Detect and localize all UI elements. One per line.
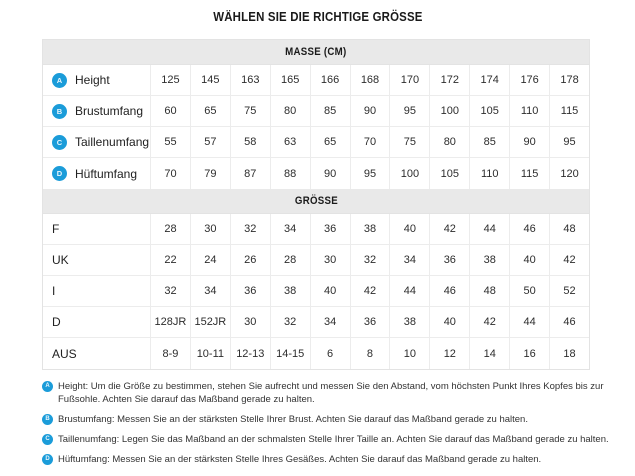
- value-cell: 38: [350, 214, 390, 244]
- row-label: AUS: [52, 346, 77, 361]
- value-cell: 12-13: [230, 338, 270, 369]
- value-cell: 166: [310, 65, 350, 95]
- table-row: [43, 307, 589, 338]
- value-cell: 10-11: [190, 338, 230, 369]
- value-cell: 8: [350, 338, 390, 369]
- measurements-section-header-text: MASSE (CM): [285, 46, 347, 58]
- value-cell: 38: [270, 276, 310, 306]
- value-cell: 57: [190, 127, 230, 157]
- row-label: Taillenumfang: [75, 135, 150, 149]
- value-cell: 28: [270, 245, 310, 275]
- footnotes: [42, 380, 621, 466]
- value-cell: 95: [549, 127, 589, 157]
- value-cell: 34: [190, 276, 230, 306]
- value-cell: 26: [230, 245, 270, 275]
- value-cell: 18: [549, 338, 589, 369]
- value-cell: 10: [389, 338, 429, 369]
- row-label: Brustumfang: [75, 104, 144, 118]
- value-cell: 80: [270, 96, 310, 126]
- value-cell: 44: [389, 276, 429, 306]
- value-cell: 52: [549, 276, 589, 306]
- value-cell: 40: [310, 276, 350, 306]
- value-cell: 58: [230, 127, 270, 157]
- value-cell: 63: [270, 127, 310, 157]
- value-cell: 90: [310, 158, 350, 189]
- row-label-cell: [43, 158, 150, 189]
- measurement-badge-icon: B: [52, 104, 67, 119]
- value-cell: 115: [509, 158, 549, 189]
- value-cell: 90: [350, 96, 390, 126]
- row-label-cell: [43, 276, 150, 306]
- footnote-badge-icon: D: [42, 454, 53, 465]
- row-label: Hüftumfang: [75, 166, 138, 181]
- table-row: [43, 245, 589, 276]
- value-cell: 30: [190, 214, 230, 244]
- value-cell: 46: [549, 307, 589, 337]
- value-cell: 38: [469, 245, 509, 275]
- footnote-text: Brustumfang: Messen Sie an der stärksten Stelle Ihrer Brust. Achten Sie darauf das Maßband gerade zu halten.: [58, 414, 528, 425]
- footnote-text: Height: Um die Größe zu bestimmen, stehen Sie aufrecht und messen Sie den Abstand, vom höchsten Punkt Ihres Kopfes bis zur Fußsohle. Achten Sie darauf das Maßband gerade zu halten.: [58, 381, 604, 405]
- value-cell: 50: [509, 276, 549, 306]
- value-cell: 110: [509, 96, 549, 126]
- footnote-badge-icon: C: [42, 434, 53, 445]
- value-cell: 172: [429, 65, 469, 95]
- size-section-header: [43, 189, 589, 214]
- value-cell: 36: [310, 214, 350, 244]
- row-label-cell: [43, 65, 150, 95]
- table-row: [43, 338, 589, 369]
- value-cell: 100: [429, 96, 469, 126]
- value-cell: 32: [270, 307, 310, 337]
- measurement-badge-icon: D: [52, 166, 67, 181]
- value-cell: 36: [429, 245, 469, 275]
- value-cell: 30: [230, 307, 270, 337]
- value-cell: 60: [150, 96, 190, 126]
- size-chart-table: [42, 39, 590, 370]
- footnote: [42, 413, 621, 426]
- value-cell: 32: [150, 276, 190, 306]
- value-cell: 88: [270, 158, 310, 189]
- measurements-rows: [43, 65, 589, 189]
- value-cell: 85: [469, 127, 509, 157]
- size-rows: [43, 214, 589, 369]
- measurement-badge-icon: C: [52, 135, 67, 150]
- row-label-cell: [43, 96, 150, 126]
- value-cell: 14: [469, 338, 509, 369]
- value-cell: 70: [350, 127, 390, 157]
- value-cell: 42: [350, 276, 390, 306]
- value-cell: 110: [469, 158, 509, 189]
- value-cell: 8-9: [150, 338, 190, 369]
- value-cell: 65: [310, 127, 350, 157]
- table-row: [43, 276, 589, 307]
- value-cell: 32: [230, 214, 270, 244]
- value-cell: 44: [509, 307, 549, 337]
- page-title-text: WÄHLEN SIE DIE RICHTIGE GRÖSSE: [212, 9, 423, 24]
- value-cell: 128JR: [150, 307, 190, 337]
- footnote-badge-icon: B: [42, 414, 53, 425]
- value-cell: 34: [310, 307, 350, 337]
- value-cell: 12: [429, 338, 469, 369]
- row-label: UK: [52, 253, 69, 267]
- value-cell: 24: [190, 245, 230, 275]
- page-title: [0, 9, 635, 24]
- value-cell: 87: [230, 158, 270, 189]
- value-cell: 22: [150, 245, 190, 275]
- value-cell: 120: [549, 158, 589, 189]
- value-cell: 46: [429, 276, 469, 306]
- footnote: [42, 380, 621, 406]
- table-row: [43, 96, 589, 127]
- value-cell: 42: [549, 245, 589, 275]
- value-cell: 40: [509, 245, 549, 275]
- value-cell: 34: [389, 245, 429, 275]
- measurements-section-header: [43, 40, 589, 65]
- row-label: Height: [75, 73, 110, 87]
- value-cell: 125: [150, 65, 190, 95]
- value-cell: 30: [310, 245, 350, 275]
- value-cell: 105: [429, 158, 469, 189]
- row-label-cell: [43, 338, 150, 369]
- footnote-text: Taillenumfang: Legen Sie das Maßband an der schmalsten Stelle Ihrer Taille an. Achten Sie darauf das Maßband gerade zu halten.: [58, 434, 609, 445]
- value-cell: 44: [469, 214, 509, 244]
- measurement-badge-icon: A: [52, 73, 67, 88]
- value-cell: 90: [509, 127, 549, 157]
- value-cell: 14-15: [270, 338, 310, 369]
- footnote: [42, 453, 621, 466]
- value-cell: 85: [310, 96, 350, 126]
- footnote-badge-icon: A: [42, 381, 53, 392]
- value-cell: 115: [549, 96, 589, 126]
- value-cell: 75: [230, 96, 270, 126]
- value-cell: 75: [389, 127, 429, 157]
- value-cell: 32: [350, 245, 390, 275]
- value-cell: 163: [230, 65, 270, 95]
- table-row: [43, 214, 589, 245]
- value-cell: 38: [389, 307, 429, 337]
- footnote: [42, 433, 621, 446]
- value-cell: 36: [230, 276, 270, 306]
- value-cell: 168: [350, 65, 390, 95]
- value-cell: 48: [549, 214, 589, 244]
- value-cell: 165: [270, 65, 310, 95]
- table-row: [43, 127, 589, 158]
- value-cell: 65: [190, 96, 230, 126]
- value-cell: 80: [429, 127, 469, 157]
- row-label: D: [52, 315, 61, 329]
- value-cell: 95: [389, 96, 429, 126]
- value-cell: 178: [549, 65, 589, 95]
- value-cell: 100: [389, 158, 429, 189]
- value-cell: 95: [350, 158, 390, 189]
- value-cell: 36: [350, 307, 390, 337]
- table-row: [43, 158, 589, 189]
- value-cell: 42: [469, 307, 509, 337]
- row-label-cell: [43, 214, 150, 244]
- value-cell: 105: [469, 96, 509, 126]
- row-label: F: [52, 222, 60, 236]
- size-section-header-text: GRÖSSE: [294, 195, 338, 207]
- value-cell: 176: [509, 65, 549, 95]
- table-row: [43, 65, 589, 96]
- value-cell: 152JR: [190, 307, 230, 337]
- footnote-text: Hüftumfang: Messen Sie an der stärksten Stelle Ihres Gesäßes. Achten Sie darauf das Maßband gerade zu halten.: [58, 454, 542, 465]
- value-cell: 28: [150, 214, 190, 244]
- value-cell: 145: [190, 65, 230, 95]
- value-cell: 170: [389, 65, 429, 95]
- value-cell: 34: [270, 214, 310, 244]
- row-label-cell: [43, 127, 150, 157]
- value-cell: 79: [190, 158, 230, 189]
- value-cell: 40: [389, 214, 429, 244]
- value-cell: 40: [429, 307, 469, 337]
- value-cell: 48: [469, 276, 509, 306]
- value-cell: 6: [310, 338, 350, 369]
- value-cell: 46: [509, 214, 549, 244]
- value-cell: 174: [469, 65, 509, 95]
- value-cell: 70: [150, 158, 190, 189]
- value-cell: 55: [150, 127, 190, 157]
- row-label: I: [52, 284, 56, 298]
- value-cell: 16: [509, 338, 549, 369]
- row-label-cell: [43, 245, 150, 275]
- row-label-cell: [43, 307, 150, 337]
- value-cell: 42: [429, 214, 469, 244]
